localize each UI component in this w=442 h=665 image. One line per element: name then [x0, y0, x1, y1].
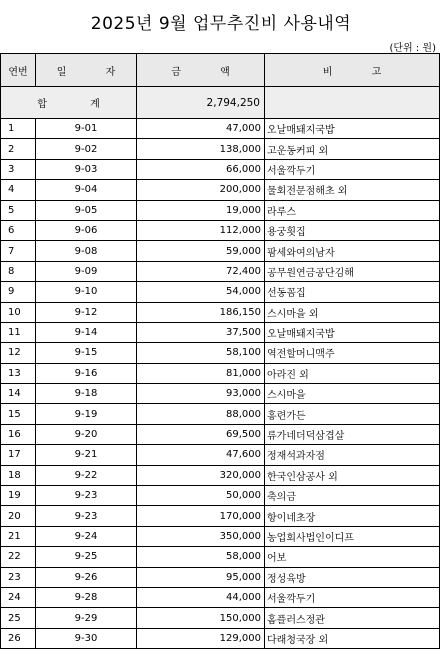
row-date: 9-18: [36, 384, 137, 404]
row-no: 20: [1, 506, 36, 526]
row-remarks: 다래청국장 외: [265, 628, 440, 648]
row-amount: 88,000: [137, 404, 265, 424]
table-row: [1, 384, 440, 404]
table-row: [1, 220, 440, 240]
table-row: [1, 506, 440, 526]
row-date: 9-15: [36, 343, 137, 363]
row-remarks: 항이네초장: [265, 506, 440, 526]
row-amount: 37,500: [137, 322, 265, 342]
row-date: 9-02: [36, 139, 137, 159]
row-date: 9-09: [36, 261, 137, 281]
row-date: 9-20: [36, 424, 137, 444]
row-amount: 69,500: [137, 424, 265, 444]
row-remarks: 용궁횟집: [265, 220, 440, 240]
row-date: 9-28: [36, 587, 137, 607]
table-row: [1, 119, 440, 139]
row-remarks: 오날매돼지국밥: [265, 119, 440, 139]
table-row: [1, 628, 440, 648]
row-remarks: 고운동커피 외: [265, 139, 440, 159]
row-no: 13: [1, 363, 36, 383]
total-amount: 2,794,250: [137, 87, 265, 119]
row-no: 14: [1, 384, 36, 404]
total-label: 합 계: [1, 87, 137, 119]
table-row: [1, 302, 440, 322]
table-row: [1, 261, 440, 281]
row-no: 15: [1, 404, 36, 424]
table-row: [1, 282, 440, 302]
row-date: 9-04: [36, 180, 137, 200]
row-no: 21: [1, 526, 36, 546]
row-remarks: 정성육방: [265, 567, 440, 587]
row-amount: 95,000: [137, 567, 265, 587]
expense-table: [0, 53, 440, 649]
row-no: 24: [1, 587, 36, 607]
row-no: 9: [1, 282, 36, 302]
row-remarks: 농업회사법인이디프: [265, 526, 440, 546]
row-date: 9-19: [36, 404, 137, 424]
total-remarks: [265, 87, 440, 119]
row-amount: 59,000: [137, 241, 265, 261]
row-amount: 150,000: [137, 608, 265, 628]
table-row: [1, 587, 440, 607]
table-row: [1, 241, 440, 261]
row-remarks: 홈플러스정관: [265, 608, 440, 628]
row-date: 9-03: [36, 159, 137, 179]
row-date: 9-24: [36, 526, 137, 546]
row-no: 22: [1, 547, 36, 567]
row-amount: 186,150: [137, 302, 265, 322]
row-remarks: 오날매돼지국밥: [265, 322, 440, 342]
row-date: 9-23: [36, 486, 137, 506]
row-amount: 47,000: [137, 119, 265, 139]
table-row: [1, 322, 440, 342]
row-date: 9-10: [36, 282, 137, 302]
table-row: [1, 139, 440, 159]
row-no: 25: [1, 608, 36, 628]
row-remarks: 축의금: [265, 486, 440, 506]
row-no: 4: [1, 180, 36, 200]
row-amount: 138,000: [137, 139, 265, 159]
table-row: [1, 200, 440, 220]
table-row: [1, 404, 440, 424]
row-no: 2: [1, 139, 36, 159]
page-title: 2025년 9월 업무추진비 사용내역: [90, 14, 352, 34]
row-no: 5: [1, 200, 36, 220]
unit-note: (단위 : 원): [389, 43, 436, 54]
row-no: 6: [1, 220, 36, 240]
table-row: [1, 567, 440, 587]
header-remarks: 비 고: [265, 54, 440, 87]
row-amount: 66,000: [137, 159, 265, 179]
row-date: 9-14: [36, 322, 137, 342]
row-no: 23: [1, 567, 36, 587]
row-remarks: 정재석과자점: [265, 445, 440, 465]
row-remarks: 선동꼼집: [265, 282, 440, 302]
total-row: [1, 87, 440, 119]
row-date: 9-22: [36, 465, 137, 485]
row-amount: 58,000: [137, 547, 265, 567]
row-no: 1: [1, 119, 36, 139]
row-date: 9-05: [36, 200, 137, 220]
row-amount: 320,000: [137, 465, 265, 485]
row-remarks: 스시마을 외: [265, 302, 440, 322]
table-row: [1, 159, 440, 179]
header-row: [1, 54, 440, 87]
row-no: 12: [1, 343, 36, 363]
row-amount: 54,000: [137, 282, 265, 302]
row-date: 9-21: [36, 445, 137, 465]
row-amount: 47,600: [137, 445, 265, 465]
row-amount: 19,000: [137, 200, 265, 220]
row-date: 9-29: [36, 608, 137, 628]
row-date: 9-06: [36, 220, 137, 240]
table-row: [1, 608, 440, 628]
row-amount: 200,000: [137, 180, 265, 200]
row-amount: 44,000: [137, 587, 265, 607]
row-date: 9-23: [36, 506, 137, 526]
row-amount: 81,000: [137, 363, 265, 383]
table-row: [1, 424, 440, 444]
header-amount: 금 액: [137, 54, 265, 87]
header-date: 일 자: [36, 54, 137, 87]
row-remarks: 팜세와여의남자: [265, 241, 440, 261]
row-remarks: 공무원연금공단김해: [265, 261, 440, 281]
row-remarks: 물회전문점해초 외: [265, 180, 440, 200]
table-row: [1, 465, 440, 485]
row-no: 10: [1, 302, 36, 322]
table-row: [1, 343, 440, 363]
row-date: 9-12: [36, 302, 137, 322]
row-remarks: 라루스: [265, 200, 440, 220]
row-remarks: 역전할머니맥주: [265, 343, 440, 363]
row-amount: 350,000: [137, 526, 265, 546]
table-row: [1, 180, 440, 200]
row-date: 9-01: [36, 119, 137, 139]
row-no: 11: [1, 322, 36, 342]
row-amount: 50,000: [137, 486, 265, 506]
row-no: 19: [1, 486, 36, 506]
row-date: 9-25: [36, 547, 137, 567]
row-amount: 129,000: [137, 628, 265, 648]
row-no: 8: [1, 261, 36, 281]
row-date: 9-08: [36, 241, 137, 261]
row-no: 17: [1, 445, 36, 465]
table-row: [1, 547, 440, 567]
row-date: 9-30: [36, 628, 137, 648]
row-remarks: 어보: [265, 547, 440, 567]
row-no: 3: [1, 159, 36, 179]
row-no: 16: [1, 424, 36, 444]
row-remarks: 서울깍두기: [265, 587, 440, 607]
row-remarks: 스시마을: [265, 384, 440, 404]
row-remarks: 류가네더덕삼겹살: [265, 424, 440, 444]
row-date: 9-16: [36, 363, 137, 383]
row-date: 9-26: [36, 567, 137, 587]
table-row: [1, 486, 440, 506]
row-amount: 72,400: [137, 261, 265, 281]
row-remarks: 한국인삼공사 외: [265, 465, 440, 485]
header-no: 연번: [1, 54, 36, 87]
table-row: [1, 363, 440, 383]
row-amount: 93,000: [137, 384, 265, 404]
row-no: 18: [1, 465, 36, 485]
row-no: 7: [1, 241, 36, 261]
row-amount: 58,100: [137, 343, 265, 363]
row-remarks: 아라진 외: [265, 363, 440, 383]
row-remarks: 서울깍두기: [265, 159, 440, 179]
table-row: [1, 526, 440, 546]
row-amount: 112,000: [137, 220, 265, 240]
row-no: 26: [1, 628, 36, 648]
table-row: [1, 445, 440, 465]
row-amount: 170,000: [137, 506, 265, 526]
row-remarks: 홍련가든: [265, 404, 440, 424]
